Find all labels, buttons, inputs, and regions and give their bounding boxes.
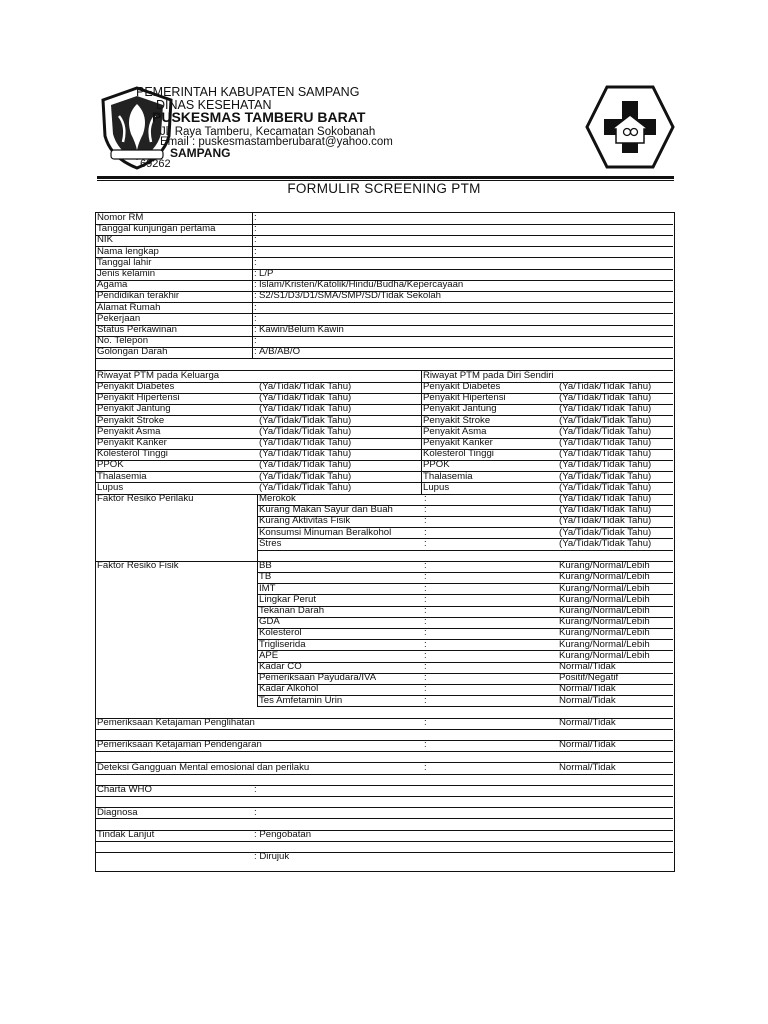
colon: : <box>424 761 427 773</box>
row-line <box>96 729 673 730</box>
colon: : <box>254 806 257 818</box>
row-line <box>96 751 673 752</box>
identity-label: Jenis kelamin <box>97 268 156 279</box>
identity-divider <box>252 213 253 359</box>
self-history-item: Kolesterol Tinggi <box>423 448 494 460</box>
identity-value: A/B/AB/O <box>259 346 301 358</box>
identity-value: Kawin/Belum Kawin <box>259 324 344 335</box>
exam-label: Pemeriksaan Ketajaman Penglihatan <box>97 717 255 728</box>
colon: : <box>424 627 427 639</box>
physical-risk-item: Kadar CO <box>259 661 302 672</box>
colon: : <box>254 346 257 358</box>
family-history-item: Penyakit Stroke <box>97 414 165 426</box>
physical-risk-value: Kurang/Normal/Lebih <box>559 560 650 572</box>
physical-risk-value: Kurang/Normal/Lebih <box>559 638 650 650</box>
self-history-options: (Ya/Tidak/Tidak Tahu) <box>559 381 652 392</box>
self-history-options: (Ya/Tidak/Tidak Tahu) <box>559 470 652 482</box>
colon: : <box>424 638 427 650</box>
city-line: SAMPANG <box>170 146 231 160</box>
puskesmas-logo-icon <box>585 85 675 169</box>
self-history-item: Penyakit Jantung <box>423 403 497 415</box>
row-line <box>257 706 673 707</box>
colon: : <box>254 223 257 235</box>
row-line <box>96 313 673 314</box>
colon: : <box>424 571 427 583</box>
row-line <box>96 325 673 326</box>
physical-risk-value: Kurang/Normal/Lebih <box>559 627 650 639</box>
family-history-item: Penyakit Diabetes <box>97 381 175 392</box>
row-line <box>257 550 673 551</box>
colon: : <box>424 493 427 504</box>
row-line <box>96 830 673 831</box>
identity-label: Nomor RM <box>97 212 144 223</box>
colon: : <box>254 212 257 223</box>
family-history-title: Riwayat PTM pada Keluarga <box>97 369 220 381</box>
physical-divider <box>257 561 258 707</box>
colon: : <box>424 504 427 516</box>
family-history-item: Kolesterol Tinggi <box>97 448 168 460</box>
identity-label: Tanggal lahir <box>97 256 152 268</box>
self-history-options: (Ya/Tidak/Tidak Tahu) <box>559 481 652 493</box>
colon: : <box>254 290 257 302</box>
physical-risk-item: Pemeriksaan Payudara/IVA <box>259 672 377 684</box>
physical-risk-item: Kolesterol <box>259 627 302 639</box>
email-line: Email : puskesmastamberubarat@yahoo.com <box>160 136 393 148</box>
physical-risk-value: Kurang/Normal/Lebih <box>559 605 650 616</box>
physical-risk-title: Faktor Resiko Fisik <box>97 560 179 572</box>
behavior-risk-value: (Ya/Tidak/Tidak Tahu) <box>559 515 652 527</box>
colon: : <box>424 526 427 538</box>
physical-risk-item: Tekanan Darah <box>259 605 325 616</box>
identity-label: Pekerjaan <box>97 312 141 324</box>
identity-label: Pendidikan terakhir <box>97 290 180 302</box>
identity-value: S2/S1/D3/D1/SMA/SMP/SD/Tidak Sekolah <box>259 290 441 302</box>
colon: : <box>254 256 257 268</box>
colon: : <box>424 515 427 527</box>
self-history-options: (Ya/Tidak/Tidak Tahu) <box>559 459 652 471</box>
row-line <box>96 269 673 270</box>
physical-risk-value: Kurang/Normal/Lebih <box>559 593 650 605</box>
exam-value: Normal/Tidak <box>559 761 616 773</box>
tindak-lanjut-label: Tindak Lanjut <box>97 829 155 840</box>
physical-risk-value: Normal/Tidak <box>559 683 616 695</box>
self-history-item: Penyakit Asma <box>423 425 487 437</box>
family-history-item: Penyakit Asma <box>97 425 161 437</box>
colon: : <box>424 661 427 672</box>
physical-risk-value: Kurang/Normal/Lebih <box>559 571 650 583</box>
family-history-options: (Ya/Tidak/Tidak Tahu) <box>259 381 352 392</box>
government-name: PEMERINTAH KABUPATEN SAMPANG <box>136 85 360 99</box>
physical-risk-item: GDA <box>259 616 280 628</box>
row-line <box>96 807 673 808</box>
identity-label: NIK <box>97 234 113 246</box>
colon: : <box>424 605 427 616</box>
row-line <box>96 852 673 853</box>
behavior-risk-value: (Ya/Tidak/Tidak Tahu) <box>559 504 652 516</box>
self-history-item: Penyakit Diabetes <box>423 381 501 392</box>
family-history-options: (Ya/Tidak/Tidak Tahu) <box>259 481 352 493</box>
exam-label: Deteksi Gangguan Mental emosional dan perilaku <box>97 761 310 773</box>
row-line <box>96 785 673 786</box>
physical-risk-value: Kurang/Normal/Lebih <box>559 582 650 594</box>
physical-risk-value: Kurang/Normal/Lebih <box>559 649 650 661</box>
form-title: FORMULIR SCREENING PTM <box>287 181 481 196</box>
address-line: Jl. Raya Tamberu, Kecamatan Sokobanah <box>160 126 376 138</box>
colon: : <box>254 312 257 324</box>
identity-label: Agama <box>97 279 128 291</box>
colon: : <box>424 649 427 661</box>
physical-risk-value: Positif/Negatif <box>559 672 619 684</box>
identity-label: Alamat Rumah <box>97 301 161 313</box>
row-line <box>96 257 673 258</box>
behavior-risk-value: (Ya/Tidak/Tidak Tahu) <box>559 493 652 504</box>
self-history-options: (Ya/Tidak/Tidak Tahu) <box>559 392 652 404</box>
department-name: DINAS KESEHATAN <box>156 98 272 112</box>
self-history-title: Riwayat PTM pada Diri Sendiri <box>423 369 554 381</box>
row-line <box>96 347 673 348</box>
identity-label: No. Telepon <box>97 335 149 347</box>
colon: : <box>424 717 427 728</box>
row-line <box>96 246 673 247</box>
history-divider <box>421 371 422 494</box>
identity-label: Status Perkawinan <box>97 324 177 335</box>
row-line <box>96 302 673 303</box>
colon: : <box>424 739 427 751</box>
screening-form-table <box>95 212 675 872</box>
self-history-options: (Ya/Tidak/Tidak Tahu) <box>559 437 652 448</box>
colon: : <box>424 593 427 605</box>
physical-risk-value: Normal/Tidak <box>559 661 616 672</box>
self-history-options: (Ya/Tidak/Tidak Tahu) <box>559 448 652 460</box>
behavior-risk-item: Merokok <box>259 493 296 504</box>
physical-risk-item: BB <box>259 560 272 572</box>
behavior-risk-item: Kurang Aktivitas Fisik <box>259 515 351 527</box>
row-line <box>96 841 673 842</box>
colon: : <box>254 301 257 313</box>
charta-who-label: Charta WHO <box>97 784 152 796</box>
colon: : <box>424 683 427 695</box>
family-history-item: Penyakit Jantung <box>97 403 171 415</box>
family-history-options: (Ya/Tidak/Tidak Tahu) <box>259 392 352 404</box>
row-line <box>96 796 673 797</box>
tindak-option-dirujuk: : Dirujuk <box>254 851 290 863</box>
colon: : <box>254 784 257 796</box>
family-history-item: Penyakit Hipertensi <box>97 392 180 404</box>
physical-risk-item: APE <box>259 649 279 661</box>
letterhead <box>0 0 768 196</box>
colon: : <box>424 616 427 628</box>
self-history-options: (Ya/Tidak/Tidak Tahu) <box>559 425 652 437</box>
behavior-divider <box>257 494 258 561</box>
colon: : <box>254 268 257 279</box>
identity-label: Tanggal kunjungan pertama <box>97 223 216 235</box>
puskesmas-name: PUSKESMAS TAMBERU BARAT <box>152 109 366 125</box>
self-history-item: Penyakit Hipertensi <box>423 392 506 404</box>
behavior-risk-value: (Ya/Tidak/Tidak Tahu) <box>559 537 652 549</box>
behavior-risk-title: Faktor Resiko Perilaku <box>97 493 194 504</box>
colon: : <box>254 245 257 257</box>
behavior-risk-item: Konsumsi Minuman Beralkohol <box>259 526 392 538</box>
physical-risk-item: Lingkar Perut <box>259 593 317 605</box>
diagnosa-label: Diagnosa <box>97 806 138 818</box>
exam-value: Normal/Tidak <box>559 717 616 728</box>
family-history-options: (Ya/Tidak/Tidak Tahu) <box>259 414 352 426</box>
behavior-risk-item: Stres <box>259 537 282 549</box>
colon: : <box>424 694 427 706</box>
physical-risk-item: Trigliserida <box>259 638 306 650</box>
self-history-options: (Ya/Tidak/Tidak Tahu) <box>559 414 652 426</box>
identity-value: L/P <box>259 268 274 279</box>
family-history-options: (Ya/Tidak/Tidak Tahu) <box>259 425 352 437</box>
postal-code: 69262 <box>140 158 171 170</box>
row-line <box>96 818 673 819</box>
behavior-risk-item: Kurang Makan Sayur dan Buah <box>259 504 393 516</box>
row-line <box>96 336 673 337</box>
family-history-options: (Ya/Tidak/Tidak Tahu) <box>259 459 352 471</box>
self-history-item: Penyakit Kanker <box>423 437 493 448</box>
family-history-item: Lupus <box>97 481 124 493</box>
colon: : <box>254 324 257 335</box>
physical-risk-item: Kadar Alkohol <box>259 683 319 695</box>
colon: : <box>424 560 427 572</box>
colon: : <box>254 279 257 291</box>
row-line <box>96 358 673 359</box>
tindak-option-pengobatan: : Pengobatan <box>254 829 312 840</box>
row-line <box>96 235 673 236</box>
family-history-options: (Ya/Tidak/Tidak Tahu) <box>259 403 352 415</box>
self-history-options: (Ya/Tidak/Tidak Tahu) <box>559 403 652 415</box>
self-history-item: Thalasemia <box>423 470 473 482</box>
family-history-item: Penyakit Kanker <box>97 437 167 448</box>
colon: : <box>254 335 257 347</box>
physical-risk-item: IMT <box>259 582 276 594</box>
physical-risk-item: Tes Amfetamin Urin <box>259 694 343 706</box>
self-history-item: Lupus <box>423 481 450 493</box>
identity-label: Golongan Darah <box>97 346 168 358</box>
colon: : <box>424 582 427 594</box>
behavior-risk-value: (Ya/Tidak/Tidak Tahu) <box>559 526 652 538</box>
exam-value: Normal/Tidak <box>559 739 616 751</box>
self-history-item: Penyakit Stroke <box>423 414 491 426</box>
physical-risk-item: TB <box>259 571 272 583</box>
identity-value: Islam/Kristen/Katolik/Hindu/Budha/Kepercayaan <box>259 279 464 291</box>
row-line <box>96 774 673 775</box>
physical-risk-value: Kurang/Normal/Lebih <box>559 616 650 628</box>
family-history-options: (Ya/Tidak/Tidak Tahu) <box>259 470 352 482</box>
family-history-item: Thalasemia <box>97 470 147 482</box>
colon: : <box>424 537 427 549</box>
header-rule-thick <box>97 176 674 179</box>
family-history-options: (Ya/Tidak/Tidak Tahu) <box>259 448 352 460</box>
family-history-options: (Ya/Tidak/Tidak Tahu) <box>259 437 352 448</box>
self-history-item: PPOK <box>423 459 450 471</box>
colon: : <box>424 672 427 684</box>
exam-label: Pemeriksaan Ketajaman Pendengaran <box>97 739 262 751</box>
colon: : <box>254 234 257 246</box>
family-history-item: PPOK <box>97 459 124 471</box>
identity-label: Nama lengkap <box>97 245 159 257</box>
physical-risk-value: Normal/Tidak <box>559 694 616 706</box>
